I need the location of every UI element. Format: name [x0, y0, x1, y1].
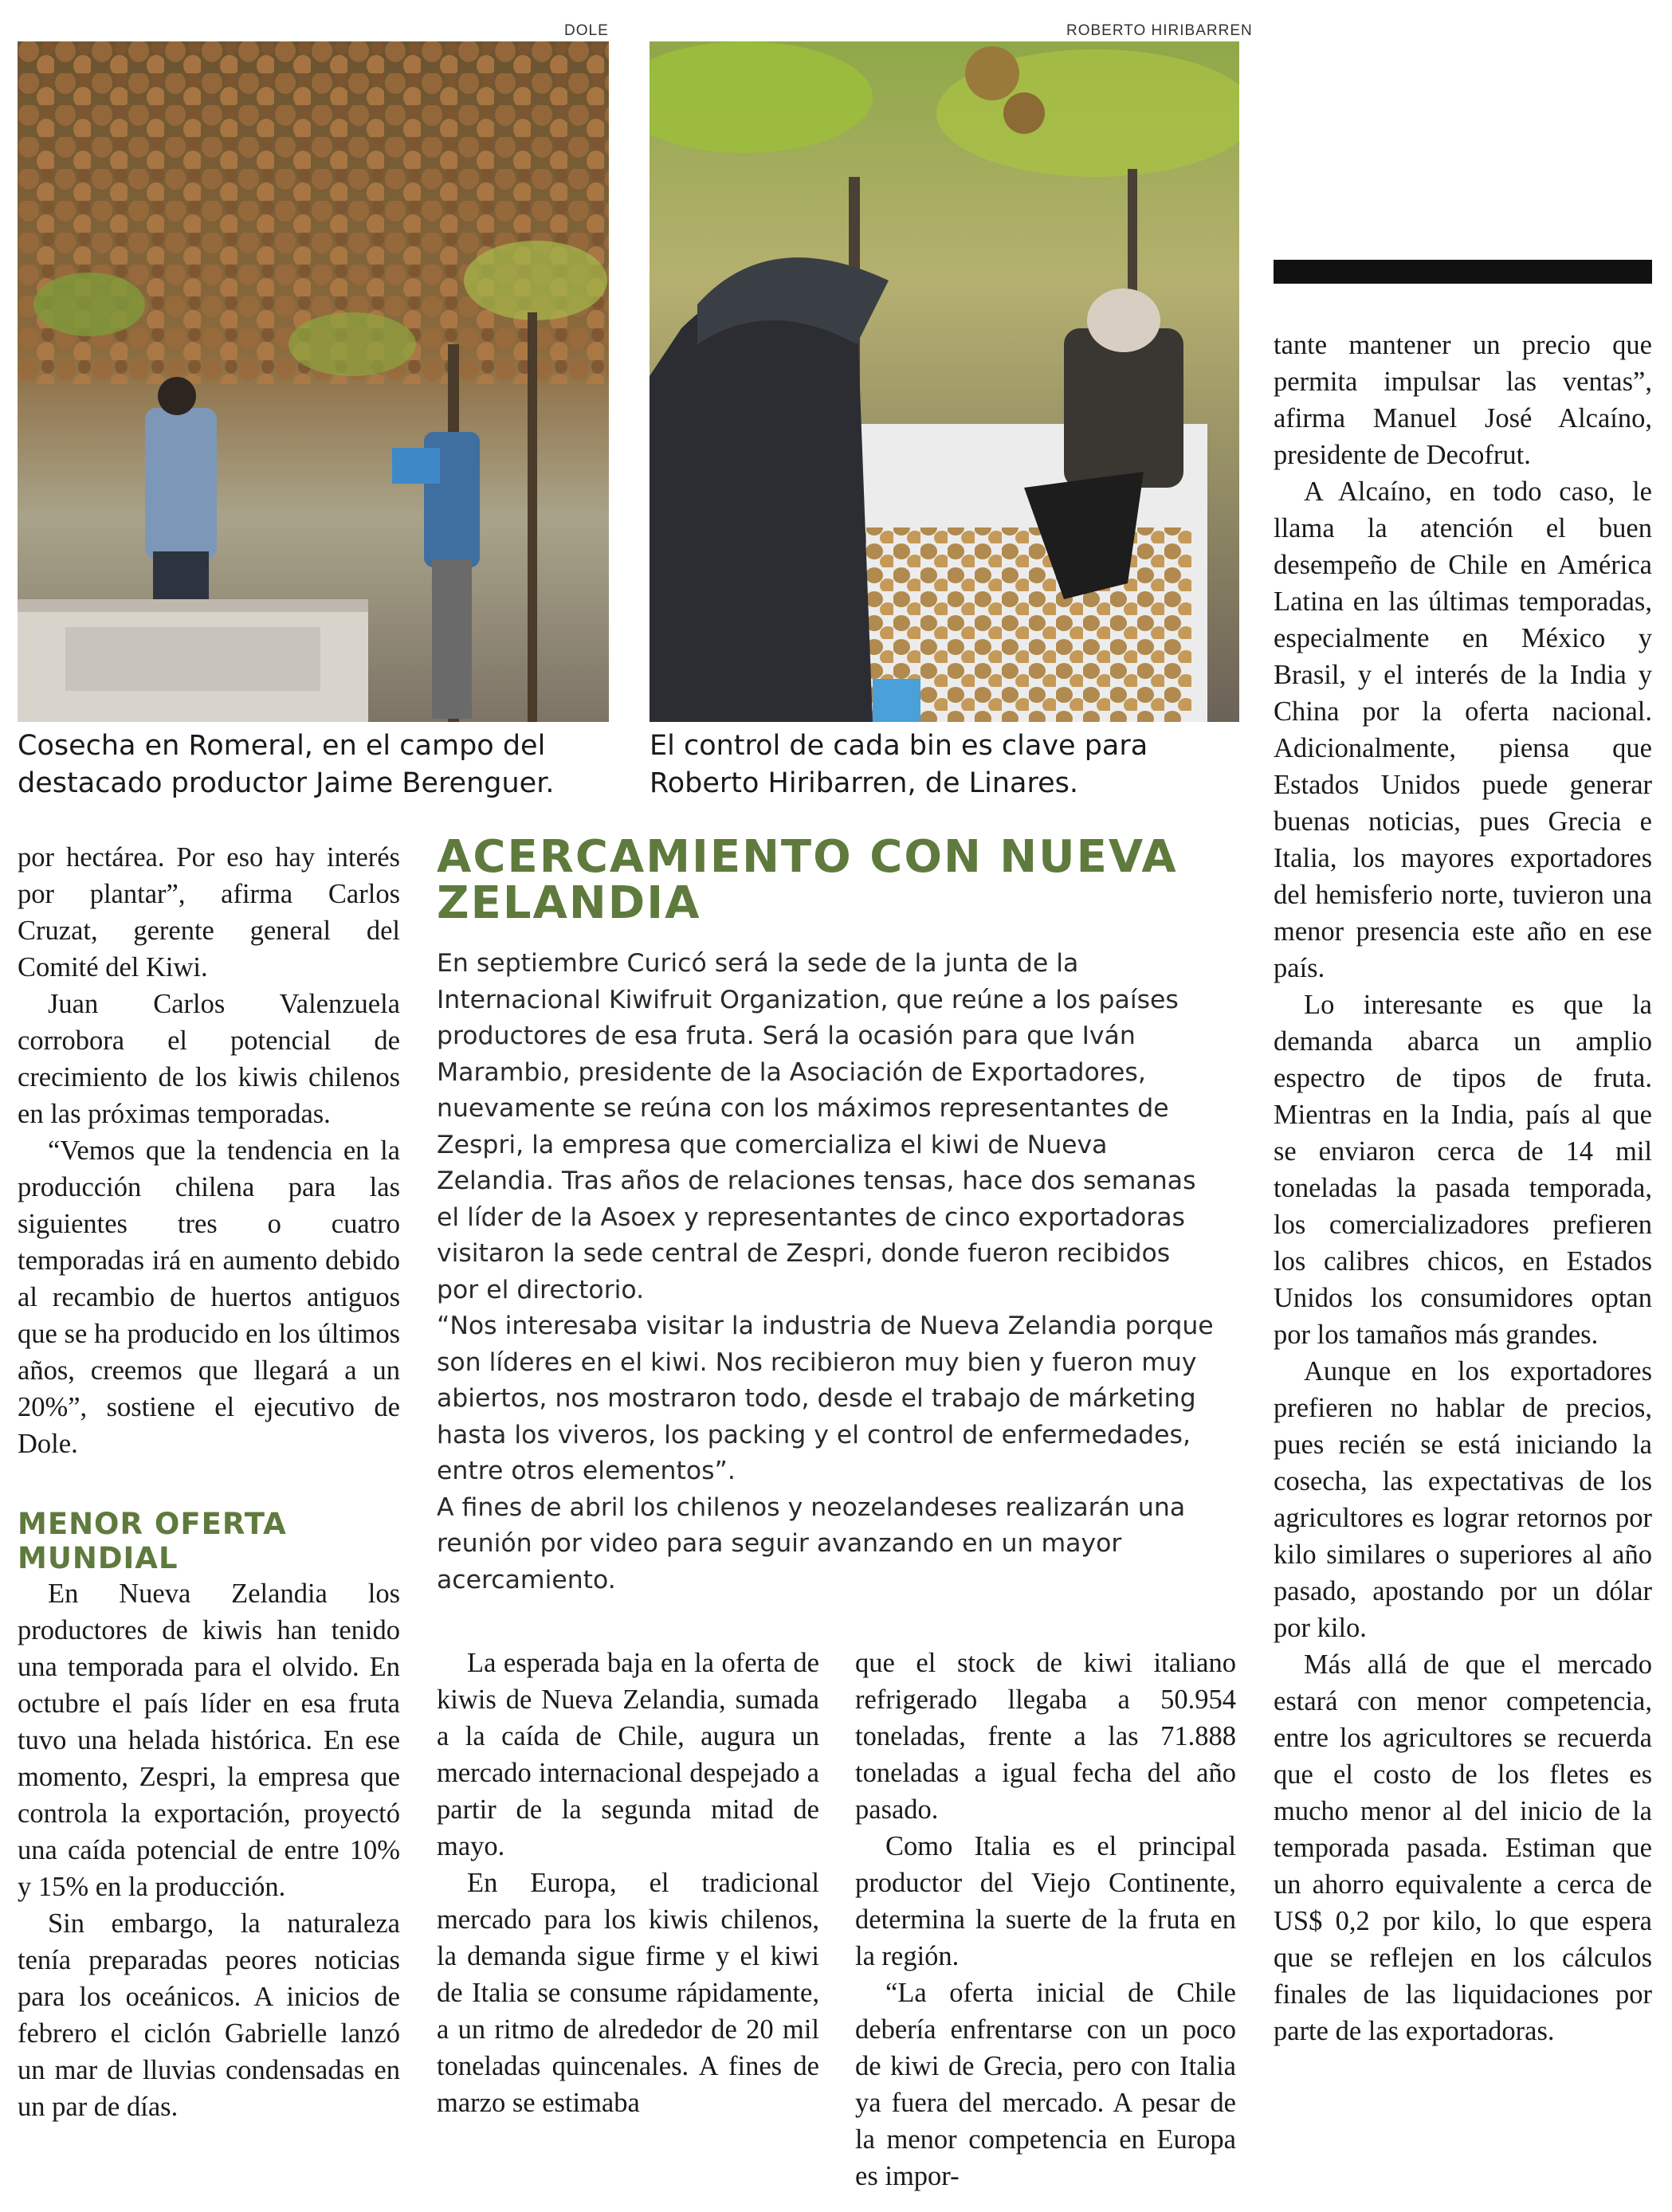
paragraph: “Vemos que la tendencia en la producción chilena para las siguientes tres o cuatro temporadas irá en aumento debido al recambio de huertos antiguos que se ha producido en los últimos años, creemos que llegará a un 20%”, sostiene el ejecutivo de Dole. [18, 1135, 400, 1459]
paragraph: Como Italia es el principal productor del Viejo Continente, determina la suerte de la fruta en la región. [855, 1831, 1236, 1971]
kiwi-harvest-photo [18, 41, 609, 722]
paragraph: Lo interesante es que la demanda abarca un amplio espectro de tipos de fruta. Mientras en la India, país al que se enviaron cerca de 14 mil toneladas la pasada temporada, los comercializadores prefieren los calibres chicos, en Estados Unidos los consumidores optan por los tamaños más grandes. [1274, 990, 1652, 1350]
paragraph: tante mantener un precio que permita impulsar las ventas”, afirma Manuel José Alcaíno, presidente de Decofrut. [1274, 330, 1652, 470]
paragraph: En Nueva Zelandia los productores de kiwis han tenido una temporada para el olvido. En octubre el país líder en esa fruta tuvo una helada histórica. En ese momento, Zespri, la empresa que controla la exportación, proyectó una caída potencial de entre 10% y 15% en la producción. [18, 1579, 400, 1902]
paragraph: A Alcaíno, en todo caso, le llama la atención el buen desempeño de Chile en América Latina en las últimas temporadas, especialmente en México y Brasil, y el interés de la India y China por la oferta nacional. Adicionalmente, piensa que Estados Unidos puede generar buenas noticias, pues Grecia e Italia, los mayores exportadores del hemisferio norte, tuvieron una menor presencia este año en ese país. [1274, 477, 1652, 983]
feature-paragraph: “Nos interesaba visitar la industria de Nueva Zelandia porque son líderes en el kiwi. Nos recibieron muy bien y fueron muy abiertos, nos mostraron todo, desde el trabajo de márketing hasta los viveros, los packing y el control de enfermedades, entre otros elementos”. [437, 1312, 1214, 1485]
paragraph: por hectárea. Por eso hay interés por plantar”, afirma Carlos Cruzat, gerente general del Comité del Kiwi. [18, 842, 400, 982]
column-divider-bar [1274, 260, 1652, 284]
article-column-middle [437, 1645, 819, 2121]
kiwi-bin-photo [650, 41, 1239, 722]
paragraph: que el stock de kiwi italiano refrigerado llegaba a 50.954 toneladas, frente a las 71.888 toneladas a igual fecha del año pasado. [855, 1648, 1236, 1825]
paragraph: Sin embargo, la naturaleza tenía preparadas peores noticias para los oceánicos. A inicios de febrero el ciclón Gabrielle lanzó un mar de lluvias condensadas en un par de días. [18, 1908, 400, 2122]
feature-headline: ACERCAMIENTO CON NUEVA ZELANDIA [437, 831, 1178, 929]
article-column-right [1274, 327, 1652, 2049]
paragraph: Aunque en los exportadores prefieren no hablar de precios, pues recién se está iniciando la cosecha, las expectativas de los agricultores es lograr retornos por kilo similares o superiores al año pasado, apostando por un dólar por kilo. [1274, 1356, 1652, 1643]
feature-paragraph: En septiembre Curicó será la sede de la junta de la Internacional Kiwifruit Organization, que reúne a los países productores de esa fruta. Será la ocasión para que Iván Marambio, presidente de la Asociación de Exportadores, nuevamente se reúna con los máximos representantes de Zespri, la empresa que comercializa el kiwi de Nueva Zelandia. Tras años de relaciones tensas, hace dos semanas el líder de la Asoex y representantes de cinco exportadoras visitaron la sede central de Zespri, donde fueron recibidos por el directorio. [437, 949, 1196, 1304]
feature-paragraph: A fines de abril los chilenos y neozelandeses realizarán una reunión por video para seguir avanzando en un mayor acercamiento. [437, 1492, 1186, 1594]
photo-caption-right: El control de cada bin es clave para Roberto Hiribarren, de Linares. [650, 730, 1148, 799]
paragraph: La esperada baja en la oferta de kiwis de Nueva Zelandia, sumada a la caída de Chile, augura un mercado internacional despejado a partir de la segunda mitad de mayo. [437, 1648, 819, 1861]
article-column-middle-right [855, 1645, 1236, 2194]
paragraph: Más allá de que el mercado estará con menor competencia, entre los agricultores se recuerda que el costo de los fletes es mucho menor al del inicio de la temporada pasada. Estiman que un ahorro equivalente a cerca de US$ 0,2 por kilo, lo que espera que se reflejen en los cálculos finales de las liquidaciones por parte de las exportadoras. [1274, 1649, 1652, 2046]
section-subheading: MENOR OFERTA MUNDIAL [18, 1507, 287, 1575]
photo-caption-left: Cosecha en Romeral, en el campo del destacado productor Jaime Berenguer. [18, 730, 555, 799]
feature-box [437, 946, 1218, 1598]
photo-credit-left: DOLE [564, 22, 609, 39]
paragraph: “La oferta inicial de Chile debería enfrentarse con un poco de kiwi de Grecia, pero con Italia ya fuera del mercado. A pesar de la menor competencia en Europa es impor- [855, 1978, 1236, 2191]
photo-credit-right: ROBERTO HIRIBARREN [1066, 22, 1253, 39]
paragraph: Juan Carlos Valenzuela corrobora el potencial de crecimiento de los kiwis chilenos en las próximas temporadas. [18, 989, 400, 1129]
paragraph: En Europa, el tradicional mercado para los kiwis chilenos, la demanda sigue firme y el kiwi de Italia se consume rápidamente, a un ritmo de alrededor de 20 mil toneladas quincenales. A fines de marzo se estimaba [437, 1868, 819, 2118]
article-column-left [18, 839, 400, 2125]
